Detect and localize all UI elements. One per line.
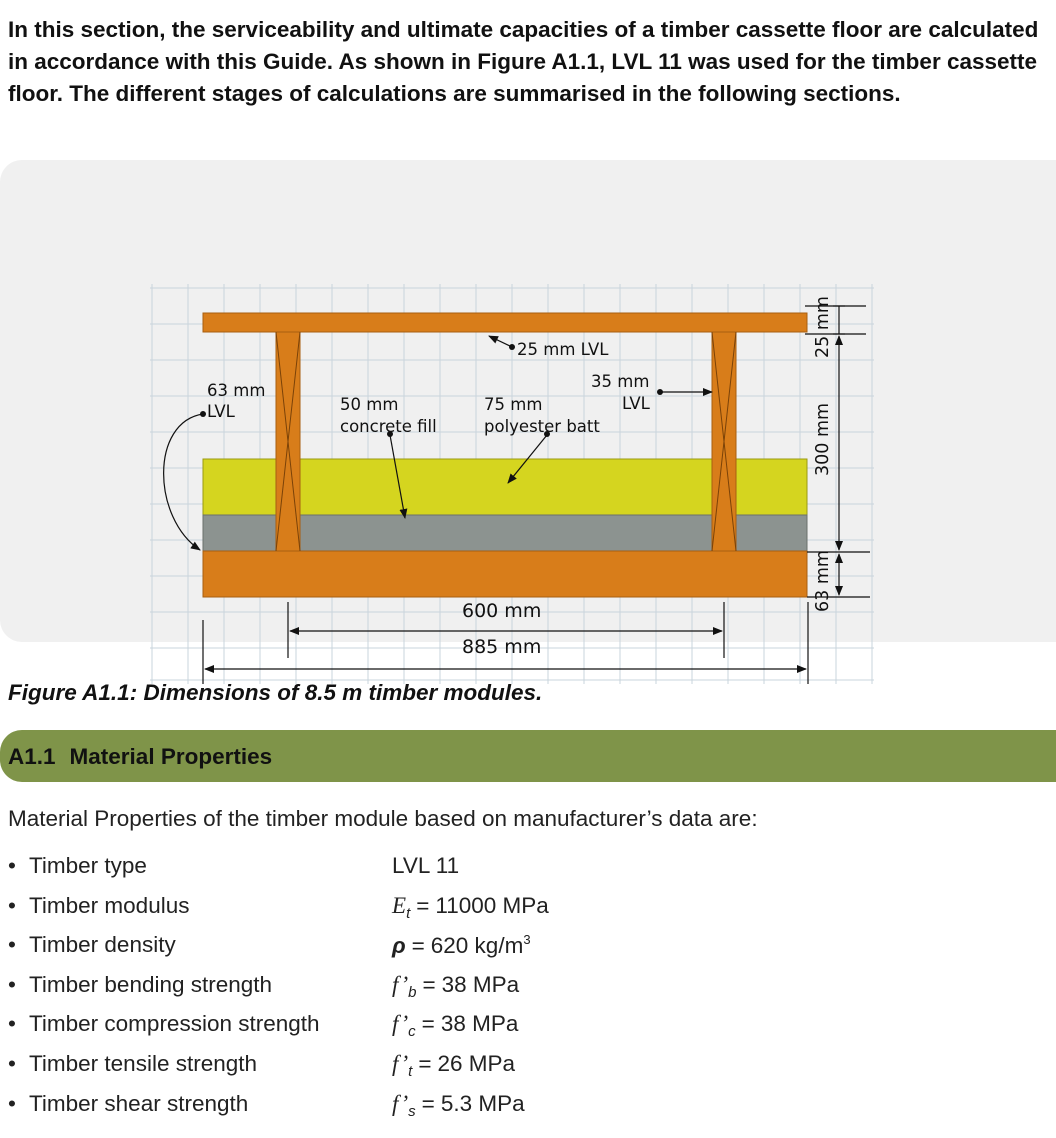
property-subscript: t bbox=[408, 1062, 413, 1080]
label-web-material: LVL bbox=[622, 394, 650, 413]
label-height-bottom: 63 mm bbox=[813, 550, 833, 612]
label-bottom-flange-value: 63 mm bbox=[207, 381, 266, 400]
section-title bbox=[8, 744, 272, 770]
label-bottom-flange-material: LVL bbox=[207, 402, 235, 421]
bullet: • bbox=[8, 971, 16, 997]
intro-paragraph: In this section, the serviceability and ultimate capacities of a timber cassette floor are calculated in accordance with this Guide. As shown in Figure A1.1, LVL 11 was used for the timber cassette floor. The different stages of calculations are summarised in the following sections. bbox=[8, 17, 1039, 106]
equals-sign: = bbox=[411, 933, 425, 959]
property-value: $f’_b = 38$ MPa bbox=[392, 971, 520, 1001]
equals-sign: = bbox=[416, 892, 430, 918]
section-header-bar bbox=[0, 730, 1056, 782]
property-value: $f’_s = 5.3$ MPa bbox=[392, 1090, 525, 1120]
bottom-flange bbox=[203, 551, 807, 597]
label-height-top: 25 mm bbox=[813, 296, 833, 358]
property-name: Timber density bbox=[29, 932, 176, 958]
label-spacing: 600 mm bbox=[462, 600, 542, 622]
figure-caption: Figure A1.1: Dimensions of 8.5 m timber modules. bbox=[8, 680, 543, 705]
list-item bbox=[8, 1049, 808, 1089]
label-concrete-value: 50 mm bbox=[340, 395, 399, 414]
leader-bottom-flange bbox=[164, 414, 203, 550]
property-name: Timber compression strength bbox=[29, 1011, 320, 1037]
property-symbol: f’ bbox=[392, 1090, 409, 1116]
bullet: • bbox=[8, 853, 16, 878]
label-width: 885 mm bbox=[462, 636, 542, 658]
property-subscript: c bbox=[408, 1023, 416, 1041]
section-title-text: Material Properties bbox=[69, 744, 273, 769]
list-item bbox=[8, 891, 808, 931]
property-name: Timber shear strength bbox=[29, 1090, 249, 1116]
label-height-mid: 300 mm bbox=[813, 402, 833, 476]
property-value: ρ = 620 $kg/m^3$ bbox=[392, 932, 531, 959]
list-item bbox=[8, 851, 808, 891]
list-item bbox=[8, 970, 808, 1010]
equals-sign: = bbox=[418, 1050, 432, 1076]
material-properties-lead: Material Properties of the timber module based on manufacturer’s data are: bbox=[8, 806, 758, 831]
web-right bbox=[712, 332, 736, 551]
leader-top-flange bbox=[489, 336, 512, 347]
property-symbol: f’ bbox=[392, 971, 409, 997]
equals-sign: = bbox=[421, 1011, 435, 1037]
property-name: Timber bending strength bbox=[29, 971, 273, 997]
web-left bbox=[276, 332, 300, 551]
label-batt-material: polyester batt bbox=[484, 417, 600, 436]
property-subscript: t bbox=[406, 904, 411, 922]
label-web-value: 35 mm bbox=[591, 372, 650, 391]
label-top-flange: 25 mm LVL bbox=[517, 340, 609, 359]
property-value: LVL 11 bbox=[392, 853, 460, 878]
bullet: • bbox=[8, 932, 16, 958]
label-concrete-material: concrete fill bbox=[340, 417, 437, 436]
property-name: Timber type bbox=[29, 853, 147, 878]
material-properties-list bbox=[8, 851, 808, 1128]
bullet: • bbox=[8, 1050, 16, 1076]
list-item bbox=[8, 1009, 808, 1049]
property-symbol: E bbox=[392, 892, 407, 918]
bullet: • bbox=[8, 1090, 16, 1116]
property-name: Timber tensile strength bbox=[29, 1050, 258, 1076]
equals-sign: = bbox=[422, 971, 436, 997]
list-item bbox=[8, 930, 808, 970]
bullet: • bbox=[8, 1011, 16, 1037]
property-superscript: 3 bbox=[523, 932, 531, 948]
property-value: $f’_c = 38$ MPa bbox=[392, 1011, 519, 1041]
property-symbol: f’ bbox=[392, 1011, 409, 1037]
bullet: • bbox=[8, 892, 16, 918]
property-symbol: ρ bbox=[392, 933, 406, 959]
equals-sign: = bbox=[421, 1090, 435, 1116]
property-symbol: f’ bbox=[392, 1050, 409, 1076]
property-subscript: b bbox=[408, 983, 417, 1001]
label-batt-value: 75 mm bbox=[484, 395, 543, 414]
top-flange bbox=[203, 313, 807, 332]
property-value: $E_t = 11000$ MPa bbox=[392, 892, 549, 922]
property-name: Timber modulus bbox=[29, 892, 190, 918]
property-subscript: s bbox=[408, 1102, 416, 1120]
property-value: $f’_t = 26$ MPa bbox=[392, 1050, 516, 1080]
section-number: A1.1 bbox=[8, 744, 56, 769]
list-item bbox=[8, 1089, 808, 1129]
figure-panel bbox=[0, 160, 1056, 658]
